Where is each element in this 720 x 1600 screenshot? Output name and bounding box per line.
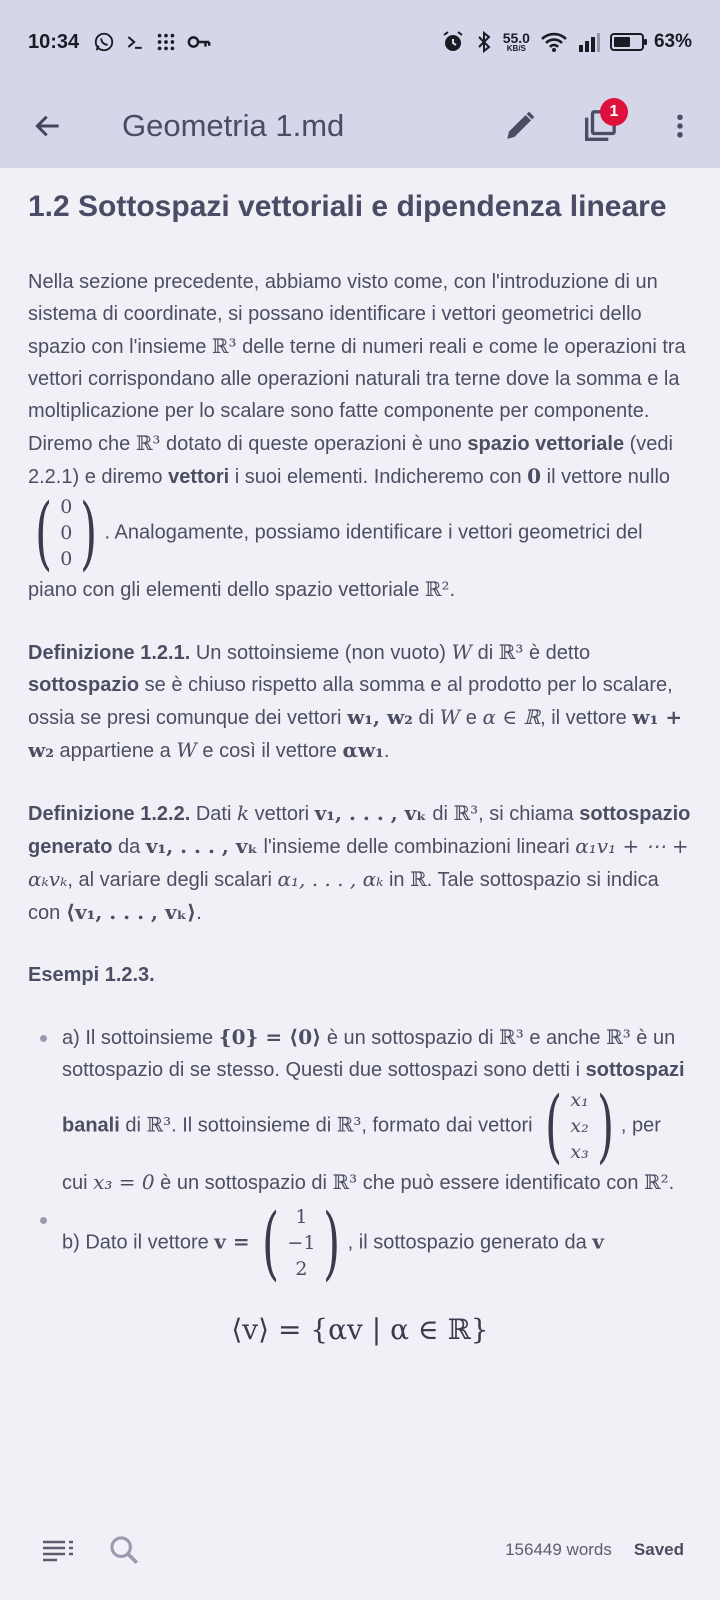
v-vector-matrix: ( 1 −1 2 ) (262, 1196, 341, 1289)
battery-level (614, 37, 630, 47)
battery-percent: 63% (653, 31, 692, 52)
status-notification-icons (93, 31, 211, 53)
x-vector-matrix: ( x₁ x₂ x₃ ) (545, 1079, 614, 1172)
document-title: Geometria 1.md (122, 108, 345, 143)
arrow-left-icon (32, 110, 64, 142)
word-count: 156449 words (505, 1540, 612, 1559)
examples-list (28, 1021, 692, 1289)
network-speed: 55.0 KB/S (502, 30, 530, 53)
document-content[interactable] (28, 168, 692, 1500)
status-system-icons (441, 30, 692, 54)
back-button[interactable] (24, 102, 72, 150)
status-time: 10:34 (28, 30, 80, 53)
whatsapp-icon (93, 31, 115, 53)
app-bar (0, 84, 720, 168)
definition-1-2-2: Definizione 1.2.2. Dati k vettori v₁, . . . , vₖ di ℝ³, si chiama sottospazio generato da v₁, . . . , vₖ l'insieme delle combinazioni lineari α₁v₁ + ⋯ + αₖvₖ, al variare degli scalari α₁, . . . , αₖ in ℝ. Tale sottospazio si indica con ⟨v₁, . . . , vₖ⟩. (28, 801, 691, 924)
save-status: Saved (633, 1540, 684, 1559)
bottom-bar (0, 1500, 720, 1600)
search-button[interactable] (102, 1528, 146, 1572)
bluetooth-icon (475, 30, 493, 54)
pencil-icon (503, 109, 537, 143)
bullet (40, 1217, 47, 1224)
definition-1-2-1: Definizione 1.2.1. Un sottoinsieme (non vuoto) W di ℝ³ è detto sottospazio se è chiuso rispetto alla somma e al prodotto per lo scalare, ossia se presi comunque dei vettori w₁, w₂ di W e α ∈ ℝ, il vettore w₁ + w₂ appartiene a W e così il vettore αw₁. (28, 640, 683, 762)
key-icon (187, 32, 211, 52)
list-item: b) Dato il vettore v = ( 1 −1 2 ) , il sottospazio generato da v (62, 1203, 692, 1283)
paragraph-intro: Nella sezione precedente, abbiamo visto come, con l'introduzione di un sistema di coordinate, si possano identificare i vettori geometrici dello spazio con l'insieme ℝ³ delle terne di numeri reali e come le operazioni tra vettori corrispondano alle operazioni naturali tra terne dove la somma e la moltiplicazione per lo scalare sono fatte componente per componente. Diremo che ℝ³ dotato di queste operazioni è uno spazio vettoriale (vedi 2.2.1) e diremo vettori i suoi elementi. Indicheremo con 0 il vettore nullo ( 0 0 0 ) . Analogamente, possiamo identificare i vettori geometrici del piano con gli elementi dello spazio vettoriale ℝ². (28, 271, 686, 601)
list-item: a) Il sottoinsieme {0} = ⟨0⟩ è un sottospazio di ℝ³ e anche ℝ³ è un sottospazio di se stesso. Questi due sottospazi sono detti i sottospazi banali di ℝ³. Il sottoinsieme di ℝ³, formato dai vettori ( x₁ x₂ x₃ ) , per cui x₃ = 0 è un sottospazio di ℝ³ che può essere identificato con ℝ². (62, 1021, 692, 1199)
outline-button[interactable] (36, 1528, 80, 1572)
section-heading: 1.2 Sottospazi vettoriali e dipendenza lineare (28, 190, 667, 223)
wifi-icon (540, 31, 568, 53)
bullet (40, 1035, 47, 1042)
table-of-contents-icon (41, 1538, 75, 1562)
display-equation: ⟨v⟩ = {αv | α ∈ ℝ} (231, 1313, 489, 1346)
terminal-icon (125, 32, 145, 52)
status-bar (0, 0, 720, 84)
search-icon (107, 1533, 141, 1567)
more-options-button[interactable] (650, 96, 710, 156)
edit-button[interactable] (490, 96, 550, 156)
notification-badge: 1 (600, 98, 628, 126)
open-documents-button[interactable] (570, 96, 630, 156)
alarm-icon (441, 30, 465, 54)
battery-icon (610, 33, 644, 51)
signal-icon (578, 31, 600, 53)
zero-vector-matrix: ( 0 0 0 ) (35, 486, 98, 579)
apps-grid-icon (155, 31, 177, 53)
more-vertical-icon (665, 109, 695, 143)
examples-label: Esempi 1.2.3. (28, 964, 155, 986)
